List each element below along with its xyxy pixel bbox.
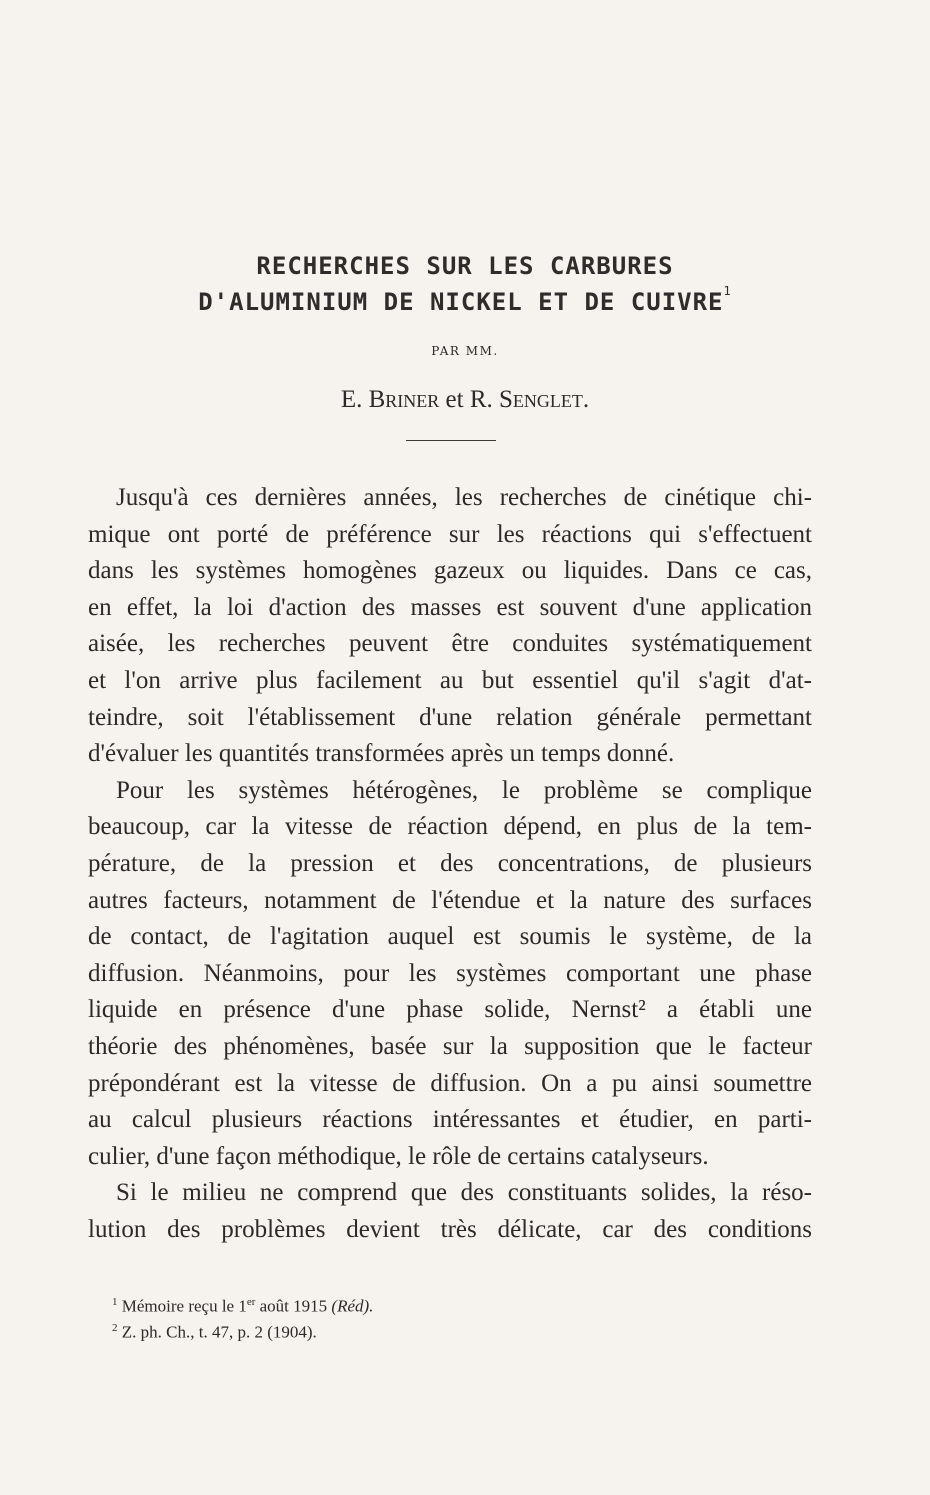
title-footnote-mark: 1: [723, 284, 732, 298]
body-line: au calcul plusieurs réactions intéressantes et étudier, en parti-: [88, 1106, 812, 1134]
title-line-2-text: D'ALUMINIUM DE NICKEL ET DE CUIVRE: [198, 288, 724, 316]
author2-name: Senglet.: [499, 386, 590, 413]
footnote-1: [112, 1296, 373, 1317]
author2-initial: R.: [469, 386, 493, 413]
footnote-1-mark: 1: [112, 1296, 118, 1308]
body-line: Si le milieu ne comprend que des constituants solides, la réso-: [116, 1179, 812, 1207]
body-line: lution des problèmes devient très délicate, car des conditions: [88, 1215, 812, 1243]
body-line: et l'on arrive plus facilement au but essentiel qu'il s'agit d'at-: [88, 666, 812, 694]
footnote-2-mark: 2: [112, 1322, 118, 1334]
body-line: de contact, de l'agitation auquel est soumis le système, de la: [88, 923, 812, 951]
body-line: pérature, de la pression et des concentrations, de plusieurs: [88, 849, 812, 877]
body-line: autres facteurs, notamment de l'étendue et la nature des surfaces: [88, 886, 812, 914]
body-line: dans les systèmes homogènes gazeux ou liquides. Dans ce cas,: [88, 557, 812, 585]
body-line: d'évaluer les quantités transformées après un temps donné.: [88, 740, 675, 768]
footnote-2: [112, 1322, 317, 1343]
author1-name: Briner: [368, 386, 440, 413]
body-text: [88, 480, 812, 1248]
body-line: beaucoup, car la vitesse de réaction dépend, en plus de la tem-: [88, 813, 812, 841]
title-line-2: [0, 284, 930, 316]
body-line: en effet, la loi d'action des masses est souvent d'une application: [88, 593, 812, 621]
body-line: Jusqu'à ces dernières années, les recherches de cinétique chi-: [116, 484, 812, 511]
byline-par: PAR MM.: [431, 344, 499, 358]
title-line-1: RECHERCHES SUR LES CARBURES: [256, 252, 674, 280]
body-line: Pour les systèmes hétérogènes, le problème se complique: [116, 776, 812, 804]
author1-initial: E.: [340, 386, 363, 413]
body-line: teindre, soit l'établissement d'une relation générale permettant: [88, 703, 812, 731]
body-line: diffusion. Néanmoins, pour les systèmes comportant une phase: [88, 959, 812, 987]
authors: [0, 386, 930, 414]
body-line: liquide en présence d'une phase solide, Nernst² a établi une: [88, 996, 812, 1024]
author-conjunction: et: [445, 386, 464, 413]
footnote-1-rest: août 1915: [255, 1296, 332, 1316]
body-line: culier, d'une façon méthodique, le rôle de certains catalyseurs.: [88, 1142, 709, 1170]
footnote-1-text: Mémoire reçu le 1: [121, 1296, 247, 1316]
footnote-1-sup: er: [246, 1296, 256, 1308]
footnote-2-text: Z. ph. Ch., t. 47, p. 2 (1904).: [121, 1322, 317, 1342]
footnote-1-red: (Réd).: [331, 1296, 374, 1316]
body-line: aisée, les recherches peuvent être conduites systématiquement: [88, 630, 812, 658]
body-line: prépondérant est la vitesse de diffusion. On a pu ainsi soumettre: [88, 1069, 812, 1097]
body-line: théorie des phénomènes, basée sur la supposition que le facteur: [88, 1032, 812, 1060]
body-line: mique ont porté de préférence sur les réactions qui s'effectuent: [88, 520, 812, 548]
title-divider: [406, 440, 496, 441]
